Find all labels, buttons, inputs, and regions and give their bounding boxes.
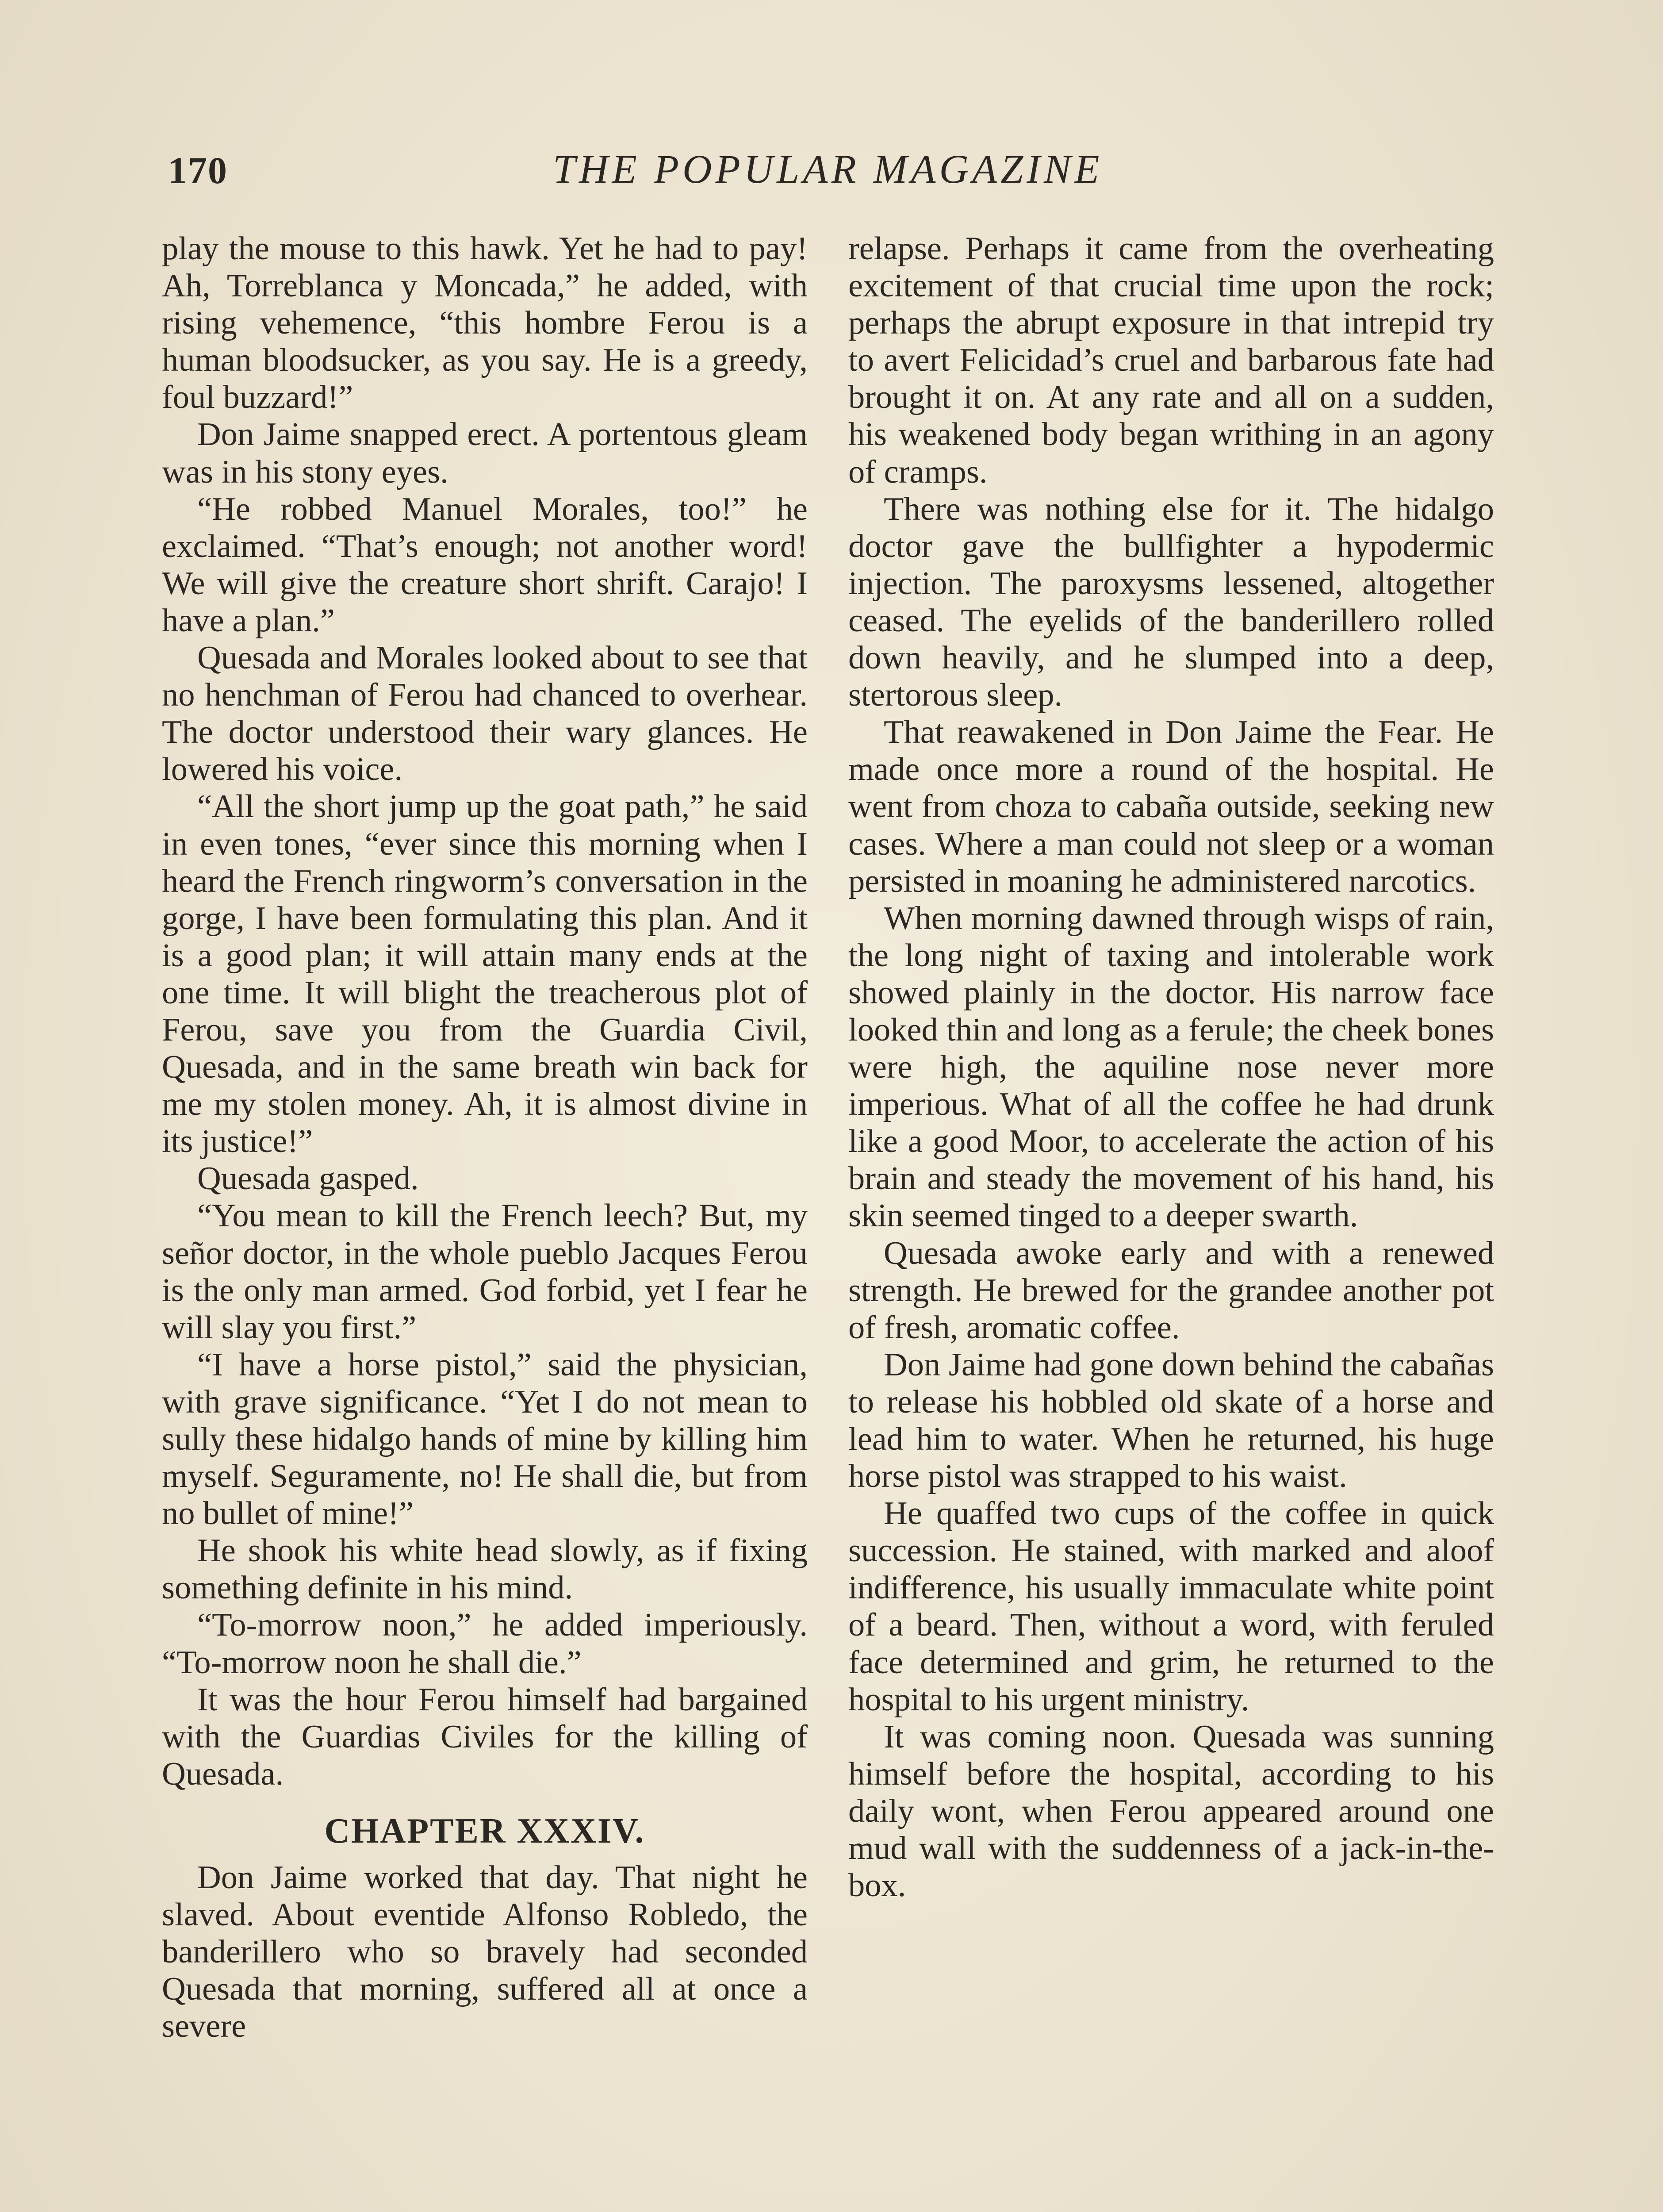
paragraph: “To-morrow noon,” he added imperiously. “To-morrow noon he shall die.” (162, 1607, 808, 1681)
paragraph: “He robbed Manuel Morales, too!” he exclaimed. “That’s enough; not another word! We will give the creature short shrift. Carajo! I have a plan.” (162, 491, 808, 639)
paragraph: It was the hour Ferou himself had bargained with the Guardias Civiles for the killing of Quesada. (162, 1681, 808, 1792)
paragraph: It was coming noon. Quesada was sunning himself before the hospital, according to his daily wont, when Ferou appeared around one mud wall with the suddenness of a jack-in-the-box. (848, 1718, 1494, 1904)
paragraph: relapse. Perhaps it came from the overheating excitement of that crucial time upon the rock; perhaps the abrupt exposure in that intrepid try to avert Felicidad’s cruel and barbarous fate had brought it on. At any rate and all on a sudden, his weakened body began writhing in an agony of cramps. (848, 230, 1494, 490)
paragraph: Don Jaime worked that day. That night he slaved. About eventide Alfonso Robledo, the banderillero who so bravely had seconded Quesada that morning, suffered all at once a severe (162, 1859, 808, 2045)
paragraph: He quaffed two cups of the coffee in quick succession. He stained, with marked and aloof indifference, his usually immaculate white point of a beard. Then, without a word, with feruled face determined and grim, he returned to the hospital to his urgent ministry. (848, 1495, 1494, 1718)
paragraph: He shook his white head slowly, as if fixing something definite in his mind. (162, 1532, 808, 1606)
paragraph: Quesada and Morales looked about to see that no henchman of Ferou had chanced to overhear. The doctor understood their wary glances. He lowered his voice. (162, 640, 808, 788)
paragraph: Quesada gasped. (197, 1160, 419, 1197)
running-head: THE POPULAR MAGAZINE (553, 146, 1103, 192)
paragraph: Don Jaime snapped erect. A portentous gleam was in his stony eyes. (162, 416, 808, 490)
right-column (848, 230, 1494, 1904)
page-header (168, 148, 1504, 206)
paragraph: “You mean to kill the French leech? But, my señor doctor, in the whole pueblo Jacques Ferou is the only man armed. God forbid, yet I fear he will slay you first.” (162, 1198, 808, 1346)
paragraph: Quesada awoke early and with a renewed strength. He brewed for the grandee another pot of fresh, aromatic coffee. (848, 1235, 1494, 1346)
paragraph: That reawakened in Don Jaime the Fear. He made once more a round of the hospital. He went from choza to cabaña outside, seeking new cases. Where a man could not sleep or a woman persisted in moaning he administered narcotics. (848, 714, 1494, 899)
paragraph: “All the short jump up the goat path,” he said in even tones, “ever since this morning when I heard the French ringworm’s conversation in the gorge, I have been formulating this plan. And it is a good plan; it will attain many ends at the one time. It will blight the treacherous plot of Ferou, save you from the Guardia Civil, Quesada, and in the same breath win back for me my stolen money. Ah, it is almost divine in its justice!” (162, 788, 808, 1160)
paragraph: “I have a horse pistol,” said the physician, with grave significance. “Yet I do not mean to sully these hidalgo hands of mine by killing him myself. Seguramente, no! He shall die, but from no bullet of mine!” (162, 1346, 808, 1532)
paragraph: There was nothing else for it. The hidalgo doctor gave the bullfighter a hypodermic injection. The paroxysms lessened, altogether ceased. The eyelids of the banderillero rolled down heavily, and he slumped into a deep, stertorous sleep. (848, 491, 1494, 714)
paragraph: When morning dawned through wisps of rain, the long night of taxing and intolerable work showed plainly in the doctor. His narrow face looked thin and long as a ferule; the cheek bones were high, the aquiline nose never more imperious. What of all the coffee he had drunk like a good Moor, to accelerate the action of his brain and steady the movement of his hand, his skin seemed tinged to a deeper swarth. (848, 900, 1494, 1234)
left-column (162, 230, 808, 2045)
paragraph: Don Jaime had gone down behind the cabañas to release his hobbled old skate of a horse and lead him to water. When he returned, his huge horse pistol was strapped to his waist. (848, 1346, 1494, 1495)
paragraph: play the mouse to this hawk. Yet he had to pay! Ah, Torreblanca y Moncada,” he added, with rising vehemence, “this hombre Ferou is a human bloodsucker, as you say. He is a greedy, foul buzzard!” (162, 230, 808, 416)
chapter-heading: CHAPTER XXXIV. (324, 1811, 645, 1851)
page-number: 170 (168, 149, 228, 192)
